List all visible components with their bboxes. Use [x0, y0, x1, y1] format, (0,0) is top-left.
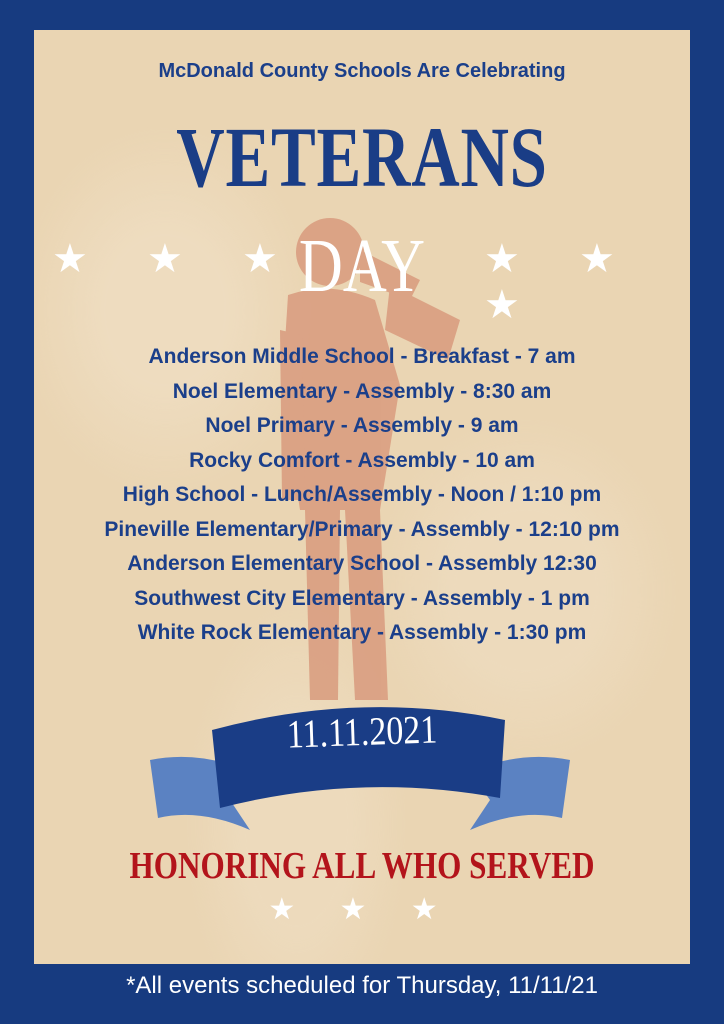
tagline: HONORING ALL WHO SERVED: [129, 845, 595, 887]
title-day: DAY: [298, 224, 426, 308]
star-icons-right: ★ ★ ★: [484, 237, 639, 327]
event-item: White Rock Elementary - Assembly - 1:30 pm: [137, 621, 587, 644]
event-item: Anderson Elementary School - Assembly 12:30: [127, 552, 597, 575]
event-item: High School - Lunch/Assembly - Noon / 1:10 pm: [122, 483, 602, 506]
star-icons-bottom: ★ ★ ★: [268, 893, 456, 926]
event-item: Southwest City Elementary - Assembly - 1 pm: [134, 586, 590, 610]
event-item: Anderson Middle School - Breakfast - 7 am: [148, 345, 576, 368]
event-item: Rocky Comfort - Assembly - 10 am: [189, 448, 535, 472]
date-label: 11.11.2021: [286, 706, 438, 757]
event-item: Pineville Elementary/Primary - Assembly - 12:10 pm: [104, 517, 620, 541]
footer-note: *All events scheduled for Thursday, 11/11/21: [126, 972, 598, 999]
event-item: Noel Elementary - Assembly - 8:30 am: [172, 379, 552, 403]
title-veterans: VETERANS: [176, 109, 548, 205]
star-icons-left: ★ ★ ★: [52, 237, 302, 281]
event-list: [0, 340, 724, 651]
subtitle: McDonald County Schools Are Celebrating: [158, 60, 566, 82]
event-item: Noel Primary - Assembly - 9 am: [205, 414, 519, 437]
